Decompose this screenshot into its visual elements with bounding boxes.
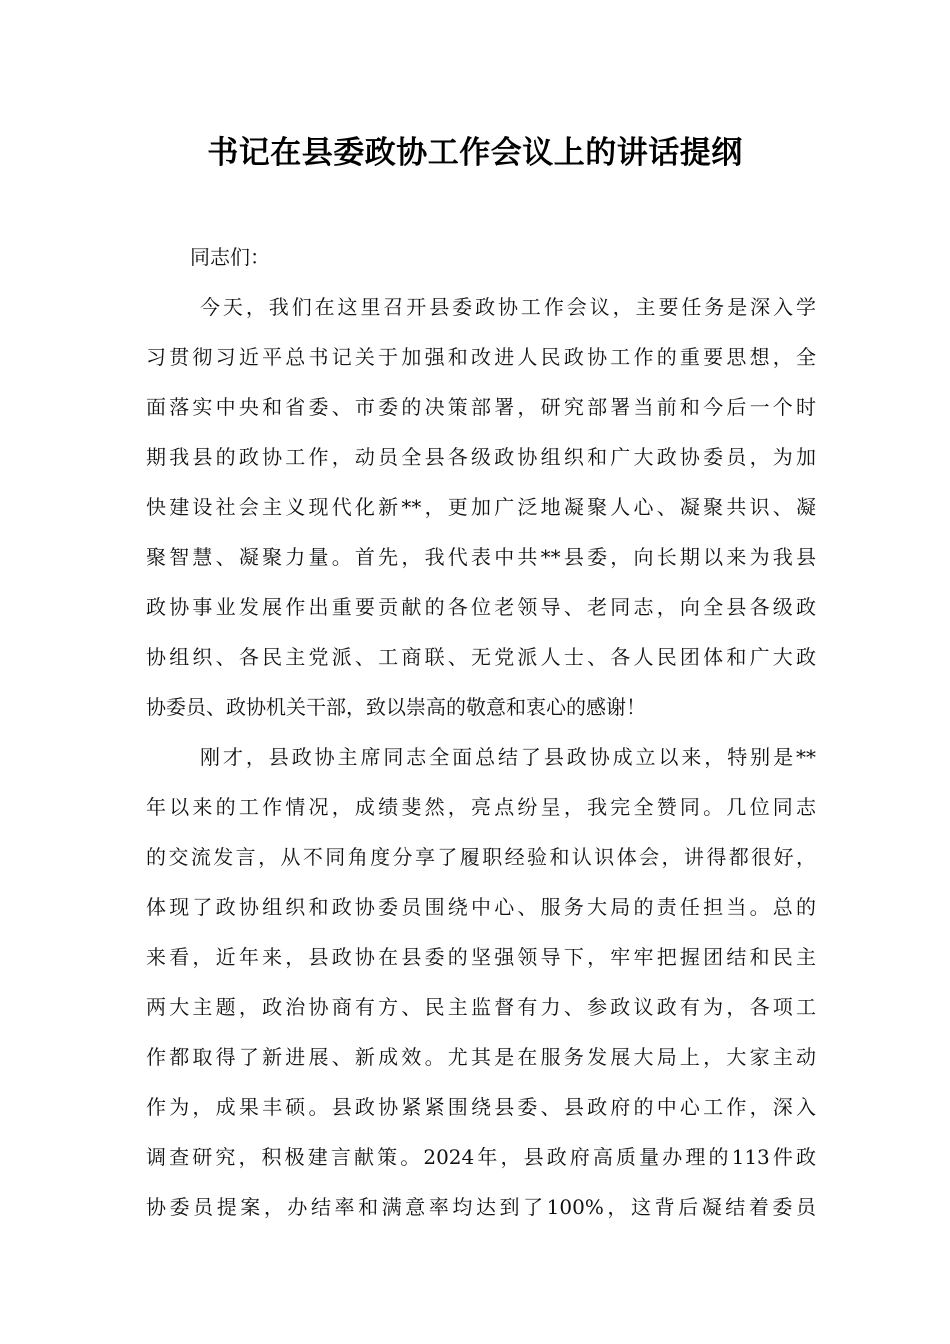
paragraph-line: 两大主题，政治协商有方、民主监督有力、参政议政有为，各项工 <box>146 995 816 1019</box>
paragraph-line: 的交流发言，从不同角度分享了履职经验和认识体会，讲得都很好， <box>146 845 816 869</box>
salutation: 同志们： <box>190 245 270 269</box>
paragraph-line: 作都取得了新进展、新成效。尤其是在服务发展大局上，大家主动 <box>146 1045 816 1069</box>
paragraph-line: 聚智慧、凝聚力量。首先，我代表中共**县委，向长期以来为我县 <box>146 545 816 569</box>
paragraph-opening <box>146 282 816 732</box>
paragraph-line: 协委员、政协机关干部，致以崇高的敬意和衷心的感谢！ <box>146 695 646 719</box>
paragraph-line: 协组织、各民主党派、工商联、无党派人士、各人民团体和广大政 <box>146 645 816 669</box>
paragraph-line: 来看，近年来，县政协在县委的坚强领导下，牢牢把握团结和民主 <box>146 945 816 969</box>
paragraph-line: 年以来的工作情况，成绩斐然，亮点纷呈，我完全赞同。几位同志 <box>146 795 816 819</box>
document-title: 书记在县委政协工作会议上的讲话提纲 <box>207 135 743 171</box>
paragraph-line: 体现了政协组织和政协委员围绕中心、服务大局的责任担当。总的 <box>146 895 816 919</box>
paragraph-line: 面落实中央和省委、市委的决策部署，研究部署当前和今后一个时 <box>146 395 816 419</box>
paragraph-line: 协委员提案，办结率和满意率均达到了100%，这背后凝结着委员 <box>146 1195 816 1219</box>
paragraph-line: 期我县的政协工作，动员全县各级政协组织和广大政协委员，为加 <box>146 445 816 469</box>
paragraph-line: 快建设社会主义现代化新**，更加广泛地凝聚人心、凝聚共识、凝 <box>146 495 816 519</box>
paragraph-line: 政协事业发展作出重要贡献的各位老领导、老同志，向全县各级政 <box>146 595 816 619</box>
paragraph-line: 习贯彻习近平总书记关于加强和改进人民政协工作的重要思想，全 <box>146 345 816 369</box>
paragraph-line: 今天，我们在这里召开县委政协工作会议，主要任务是深入学 <box>200 295 816 319</box>
paragraph-review <box>146 732 816 1232</box>
paragraph-line: 刚才，县政协主席同志全面总结了县政协成立以来，特别是** <box>200 745 816 769</box>
paragraph-line: 作为，成果丰硕。县政协紧紧围绕县委、县政府的中心工作，深入 <box>146 1095 816 1119</box>
paragraph-line: 调查研究，积极建言献策。2024年，县政府高质量办理的113件政 <box>146 1145 816 1169</box>
document-body <box>146 232 816 1232</box>
